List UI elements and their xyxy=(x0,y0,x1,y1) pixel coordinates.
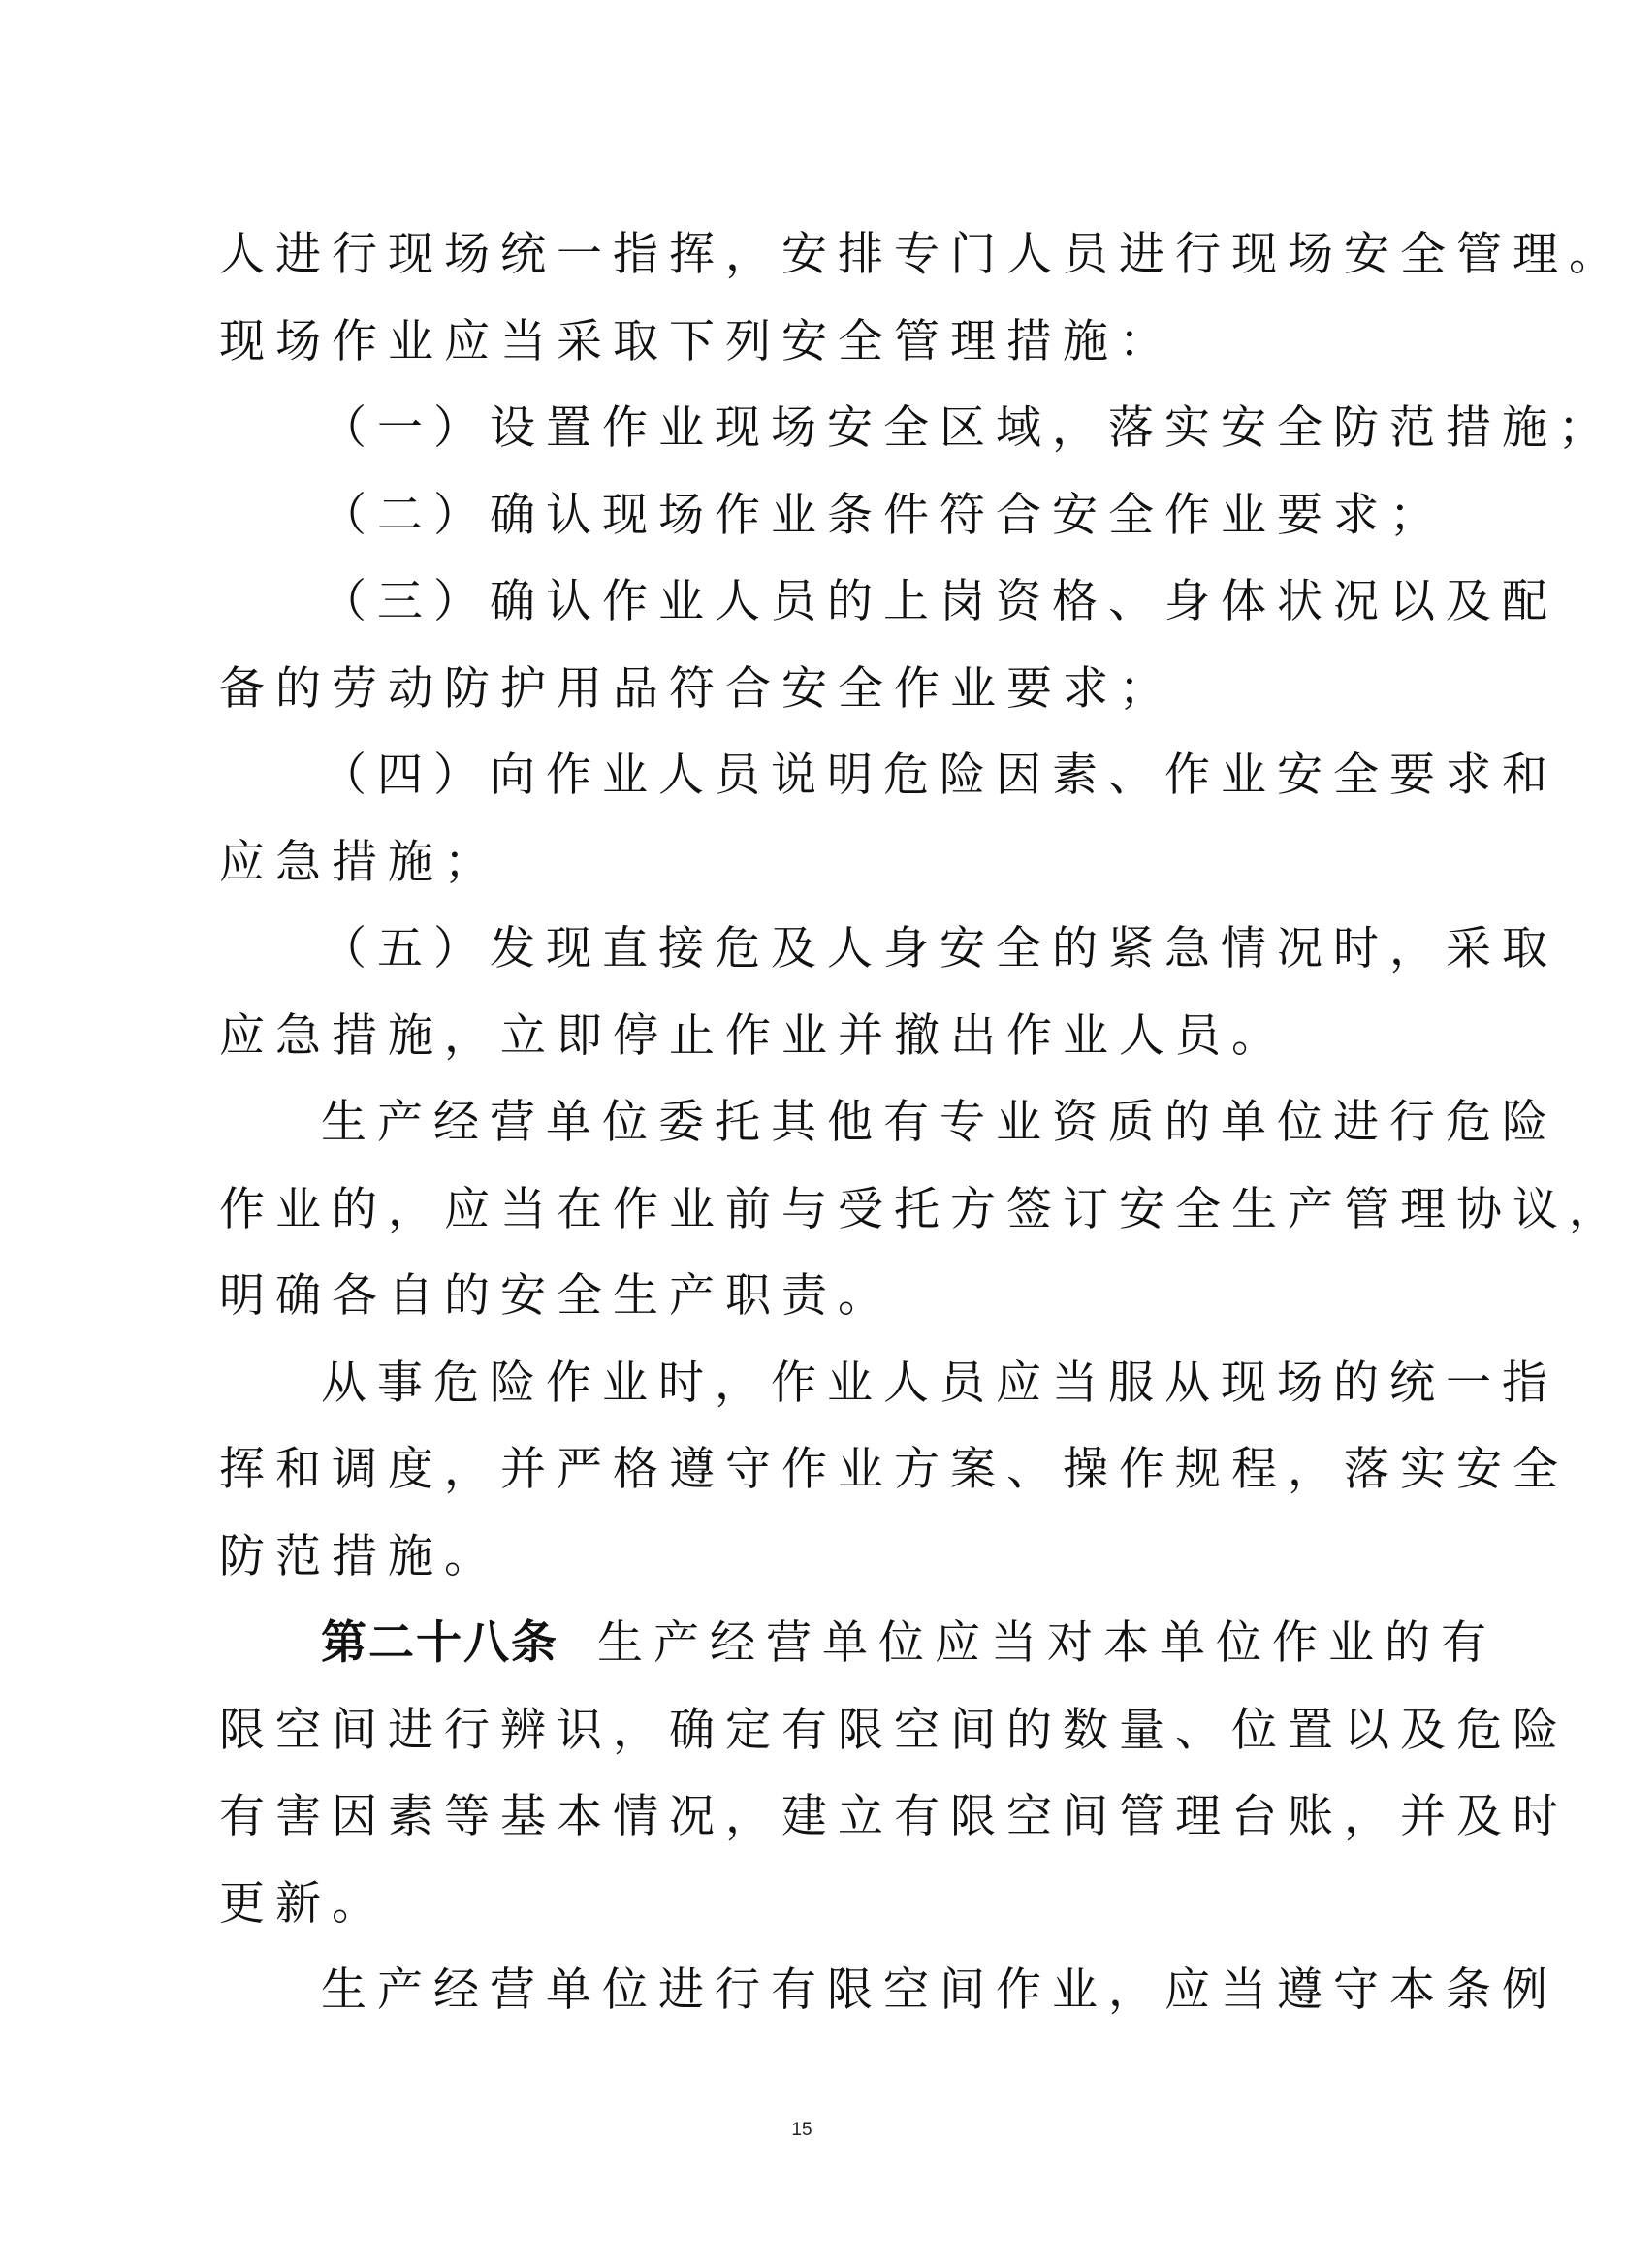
text-line-7: （四）向作业人员说明危险因素、作业安全要求和 xyxy=(321,749,1558,802)
text-line-20: 更新。 xyxy=(219,1876,388,1931)
text-line-5: （三）确认作业人员的上岗资格、身体状况以及配 xyxy=(321,575,1558,628)
text-line-15: 挥和调度，并严格遵守作业方案、操作规程，落实安全 xyxy=(219,1443,1569,1496)
text-line-21: 生产经营单位进行有限空间作业，应当遵守本条例 xyxy=(321,1964,1558,2017)
text-line-8: 应急措施； xyxy=(219,835,500,889)
article-text: 生产经营单位应当对本单位作业的有 xyxy=(597,1616,1497,1670)
text-line-14: 从事危险作业时，作业人员应当服从现场的统一指 xyxy=(321,1356,1558,1410)
text-line-4: （二）确认现场作业条件符合安全作业要求； xyxy=(321,488,1446,542)
text-line-2: 现场作业应当采取下列安全管理措施： xyxy=(219,314,1175,368)
text-line-17 xyxy=(219,1600,1497,1687)
text-line-10: 应急措施，立即停止作业并撤出作业人员。 xyxy=(219,1008,1288,1063)
text-line-18: 限空间进行辨识，确定有限空间的数量、位置以及危险 xyxy=(219,1703,1569,1757)
document-body xyxy=(219,211,1625,2034)
text-line-11: 生产经营单位委托其他有专业资质的单位进行危险 xyxy=(321,1096,1558,1149)
text-line-3: （一）设置作业现场安全区域，落实安全防范措施； xyxy=(321,401,1614,455)
text-line-16: 防范措施。 xyxy=(219,1529,500,1583)
text-line-6: 备的劳动防护用品符合安全作业要求； xyxy=(219,661,1175,716)
text-line-1: 人进行现场统一指挥，安排专门人员进行现场安全管理。 xyxy=(219,228,1625,281)
page-number: 15 xyxy=(791,2120,812,2140)
text-line-13: 明确各自的安全生产职责。 xyxy=(219,1269,894,1323)
article-heading: 第二十八条 xyxy=(321,1616,558,1670)
text-line-12: 作业的，应当在作业前与受托方签订安全生产管理协议， xyxy=(219,1182,1625,1236)
text-line-19: 有害因素等基本情况，建立有限空间管理台账，并及时 xyxy=(219,1790,1569,1843)
text-line-9: （五）发现直接危及人身安全的紧急情况时，采取 xyxy=(321,922,1558,975)
